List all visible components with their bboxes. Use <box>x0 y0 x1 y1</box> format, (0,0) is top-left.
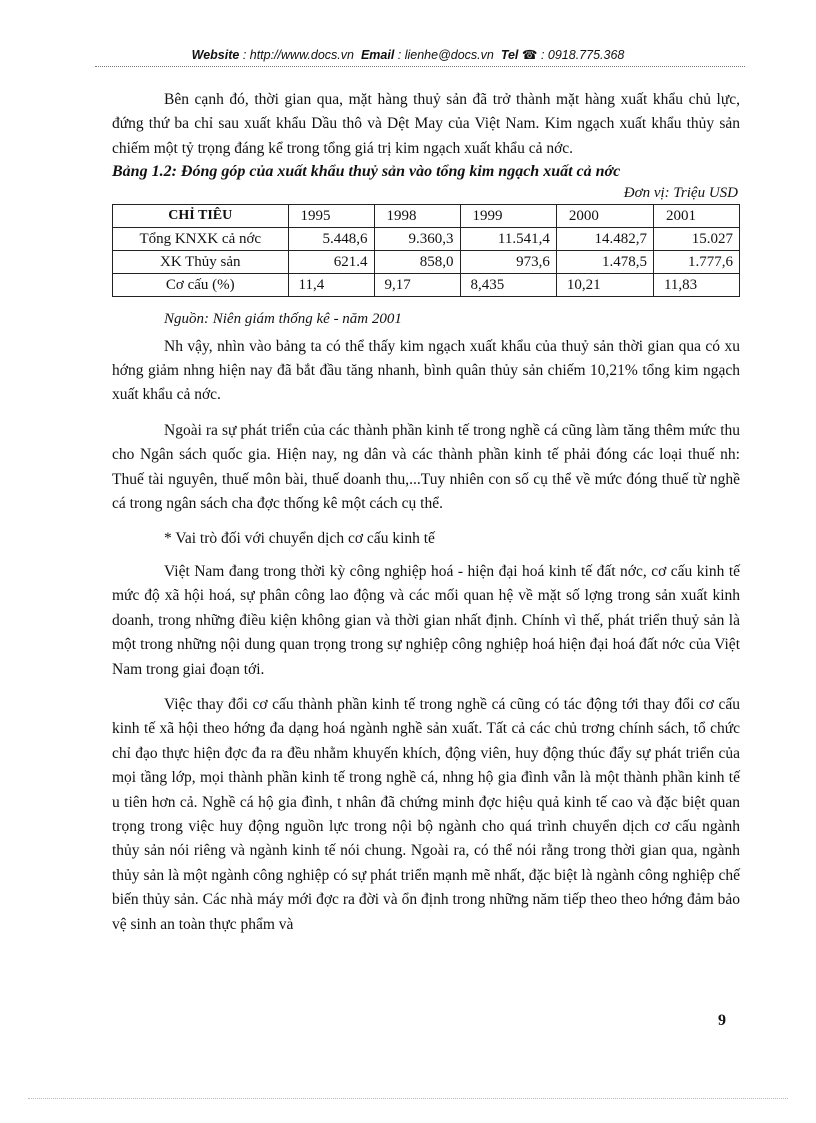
table-unit: Đơn vị: Triệu USD <box>623 185 738 202</box>
table-header-cell: 2001 <box>653 205 739 228</box>
table-header-cell: 1995 <box>288 205 374 228</box>
table-header-cell: 2000 <box>556 205 653 228</box>
table-cell: 1.777,6 <box>653 251 739 274</box>
header-divider <box>95 66 745 67</box>
tel-label: Tel ☎ <box>500 48 538 62</box>
footer-divider <box>28 1098 788 1099</box>
paragraph-3: Ngoài ra sự phát triển của các thành phần kinh tế trong nghề cá cũng làm tăng thêm mức thu cho Ngân sách quốc gia. Hiện nay, ng dân và các thành phần kinh tế phải đóng các loại thuế nh: Thuế tài nguyên, thuế môn bài, thuế doanh thu,...Tuy nhiên con số cụ thể về mức đóng thuế từ nghề cá trong ngân sách cha đợc thống kê một cách cụ thể. <box>112 421 740 513</box>
table-cell: 1.478,5 <box>556 251 653 274</box>
page-number: 9 <box>718 1012 726 1029</box>
export-table <box>112 204 740 297</box>
table-cell: 11.541,4 <box>460 228 556 251</box>
email-label: Email <box>360 48 395 62</box>
table-header-cell: 1999 <box>460 205 556 228</box>
email-value: : lienhe@docs.vn <box>397 48 494 62</box>
table-cell: 973,6 <box>460 251 556 274</box>
table-row <box>113 251 740 274</box>
table-cell: 10,21 <box>556 274 653 297</box>
table-cell: 8,435 <box>460 274 556 297</box>
website-value: : http://www.docs.vn <box>242 48 354 62</box>
table-cell: 14.482,7 <box>556 228 653 251</box>
paragraph-5: Việc thay đổi cơ cấu thành phần kinh tế trong nghề cá cũng có tác động tới thay đổi cơ cấu kinh tế xã hội theo hớng đa dạng hoá ngành nghề sản xuất. Tất cả các chủ trơng chính sách, tổ chức chỉ đạo thực hiện đợc đa ra đều nhằm khuyến khích, động viên, huy động thúc đẩy sự phát triển của mọi tầng lớp, mọi thành phần kinh tế trong nghề cá, nhng hộ gia đình vẫn là một thành phần kinh tế u tiên hơn cả. Nghề cá hộ gia đình, t nhân đã chứng minh đợc hiệu quả kinh tế cao và đặc biệt quan trọng trong việc huy động nguồn lực trong nội bộ ngành cho quá trình chuyển dịch cơ cấu ngành thủy sản nói riêng và ngành kinh tế nói chung. Ngoài ra, có thể nói rằng trong thời gian qua, ngành thủy sản là một ngành công nghiệp có sự phát triển mạnh mẽ nhất, đặc biệt là ngành công nghiệp chế biến thủy sản. Các nhà máy mới đợc ra đời và ổn định trong những năm tiếp theo theo hớng đảm bảo vệ sinh an toàn thực phẩm và <box>112 695 740 933</box>
table-cell: 11,83 <box>653 274 739 297</box>
document-body <box>112 88 740 948</box>
table-cell: 5.448,6 <box>288 228 374 251</box>
table-cell: 11,4 <box>288 274 374 297</box>
table-header-cell: 1998 <box>374 205 460 228</box>
page-header <box>0 47 816 62</box>
table-cell: 621.4 <box>288 251 374 274</box>
website-label: Website <box>191 48 240 62</box>
table-header-cell: CHỈ TIÊU <box>113 205 289 228</box>
section-bullet: * Vai trò đối với chuyển dịch cơ cấu kinh tế <box>164 530 435 548</box>
paragraph-1: Bên cạnh đó, thời gian qua, mặt hàng thuỷ sản đã trở thành mặt hàng xuất khẩu chủ lực, đứng thứ ba chỉ sau xuất khẩu Dầu thô và Dệt May của Việt Nam. Kim ngạch xuất khẩu thủy sản chiếm một tỷ trọng đáng kể trong tổng giá trị kim ngạch xuất khẩu cả nớc. <box>112 91 740 157</box>
paragraph-4: Việt Nam đang trong thời kỳ công nghiệp hoá - hiện đại hoá kinh tế đất nớc, cơ cấu kinh tế mức độ xã hội hoá, sự phân công lao động và các mối quan hệ về mặt số lợng trong sản xuất kinh doanh, trong những điều kiện không gian và thời gian nhất định. Chính vì thế, phát triển thuỷ sản là một trong những nội dung quan trọng trong sự nghiệp công nghiệp hoá hiện đại hoá đất nớc của Việt Nam trong giai đoạn tới. <box>112 562 740 678</box>
table-cell: XK Thủy sản <box>113 251 289 274</box>
table-cell: Tổng KNXK cả nớc <box>113 228 289 251</box>
paragraph-2: Nh vậy, nhìn vào bảng ta có thể thấy kim ngạch xuất khẩu của thuỷ sản thời gian qua có xu hớng giảm nhng hiện nay đã bắt đầu tăng nhanh, bình quân thủy sản chiếm 10,21% tổng kim ngạch xuất khẩu cả nớc. <box>112 337 740 404</box>
table-cell: 9.360,3 <box>374 228 460 251</box>
table-row <box>113 274 740 297</box>
table-cell: 9,17 <box>374 274 460 297</box>
table-cell: Cơ cấu (%) <box>113 274 289 297</box>
tel-value: : 0918.775.368 <box>540 48 625 62</box>
table-cell: 858,0 <box>374 251 460 274</box>
table-title: Bảng 1.2: Đóng góp của xuất khẩu thuỷ sản vào tổng kim ngạch xuất cả nớc <box>112 163 621 181</box>
table-cell: 15.027 <box>653 228 739 251</box>
table-row <box>113 228 740 251</box>
table-source: Nguồn: Niên giám thống kê - năm 2001 <box>164 311 402 328</box>
table-header-row <box>113 205 740 228</box>
